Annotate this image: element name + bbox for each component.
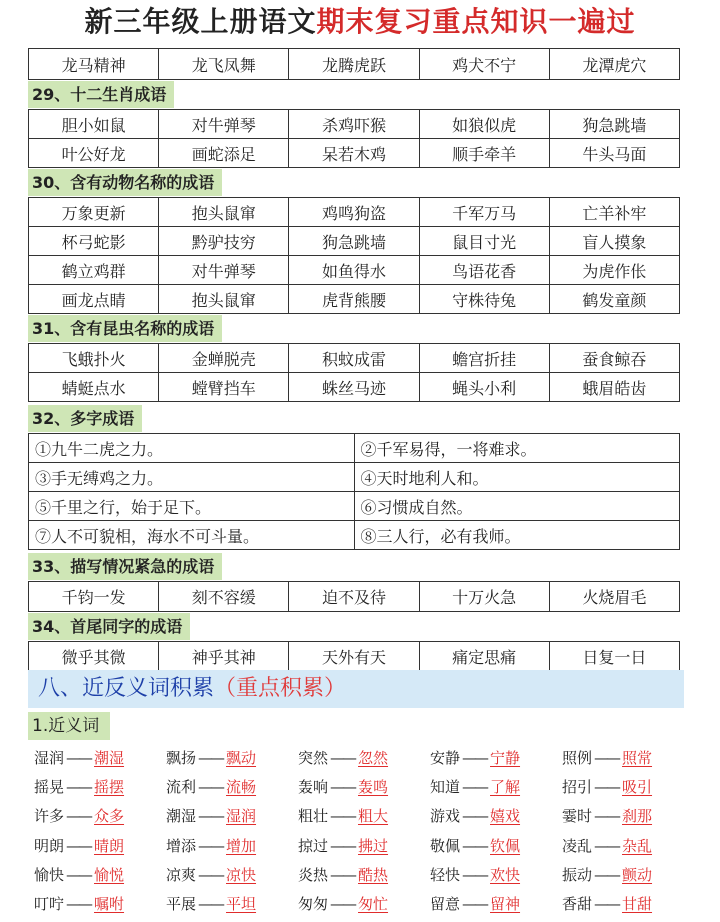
idiom-cell: 盲人摸象 [549,227,679,256]
synonym-word: 凉爽 [166,865,197,884]
idiom-cell: 顺手牵羊 [419,139,549,168]
idiom-cell: 万象更新 [29,198,159,227]
synonym-pair [298,890,430,919]
synonym-pair [562,744,694,773]
synonym-dash: —— [330,895,355,914]
synonym-pair [34,802,166,831]
synonym-dash: —— [462,749,487,768]
idiom-cell: 鸟语花香 [419,256,549,285]
idiom-cell: 杀鸡吓猴 [289,110,419,139]
synonym-answer: 照常 [622,749,653,768]
synonym-answer: 平坦 [226,895,257,914]
section-8-title: 八、近反义词积累 [38,676,215,701]
synonym-answer: 了解 [490,778,521,797]
synonym-answer: 杂乱 [622,836,653,855]
synonym-pair [166,832,298,861]
synonym-answer: 吸引 [622,778,653,797]
idiom-cell: 如鱼得水 [289,256,419,285]
idiom-cell: 亡羊补牢 [549,198,679,227]
synonym-dash: —— [198,749,223,768]
idiom-cell: 蚕食鲸吞 [549,344,679,373]
synonym-dash: —— [330,836,355,855]
idiom-cell: 痛定思痛 [419,642,549,671]
synonym-pair [34,773,166,802]
idiom-cell: 抱头鼠窜 [159,198,289,227]
idiom-cell: 蜻蜓点水 [29,373,159,402]
synonym-pair [562,861,694,890]
synonym-answer: 轰鸣 [358,778,389,797]
idiom-cell: 十万火急 [419,582,549,612]
idiom-table-34 [28,641,680,671]
idiom-cell: 抱头鼠窜 [159,285,289,314]
synonym-pair [298,861,430,890]
section-31-header: 31、含有昆虫名称的成语 [28,315,222,342]
synonym-pair [34,890,166,919]
synonym-word: 留意 [430,895,461,914]
synonym-pair [430,744,562,773]
idiom-cell: 为虎作伥 [549,256,679,285]
synonym-answer: 钦佩 [490,836,521,855]
synonym-pair [166,861,298,890]
synonym-word: 潮湿 [166,807,197,826]
synonym-dash: —— [66,865,91,884]
synonym-dash: —— [330,778,355,797]
synonym-answer: 欢快 [490,865,521,884]
idiom-cell: 龙潭虎穴 [549,49,679,80]
synonym-pair [166,802,298,831]
synonym-pair [562,773,694,802]
synonym-dash: —— [198,836,223,855]
synonym-dash: —— [330,865,355,884]
synonym-answer: 众多 [94,807,125,826]
synonym-word: 增添 [166,836,197,855]
idiom-table-31 [28,343,680,402]
idiom-cell: 牛头马面 [549,139,679,168]
phrase-cell: ⑧三人行，必有我师。 [354,521,680,550]
idiom-cell: 鼠目寸光 [419,227,549,256]
synonym-word: 明朗 [34,836,65,855]
idiom-cell: 对牛弹琴 [159,256,289,285]
synonym-answer: 留神 [490,895,521,914]
section-29-header: 29、十二生肖成语 [28,81,174,108]
idiom-cell: 守株待兔 [419,285,549,314]
idiom-table-32 [28,433,680,550]
synonym-word: 湿润 [34,749,65,768]
phrase-cell: ②千军易得，一将难求。 [354,434,680,463]
idiom-cell: 鸡鸣狗盗 [289,198,419,227]
synonym-pair [34,861,166,890]
synonym-dash: —— [198,778,223,797]
synonym-answer: 潮湿 [94,749,125,768]
synonym-word: 敬佩 [430,836,461,855]
synonym-word: 平展 [166,895,197,914]
synonym-word: 摇晃 [34,778,65,797]
phrase-cell: ⑤千里之行，始于足下。 [29,492,355,521]
idiom-cell: 神乎其神 [159,642,289,671]
idiom-cell: 对牛弹琴 [159,110,289,139]
idiom-cell: 微乎其微 [29,642,159,671]
synonym-dash: —— [462,807,487,826]
phrase-cell: ⑥习惯成自然。 [354,492,680,521]
synonym-word: 掠过 [298,836,329,855]
idiom-cell: 螳臂挡车 [159,373,289,402]
synonym-answer: 甘甜 [622,895,653,914]
idiom-cell: 龙飞凤舞 [159,49,289,80]
synonym-pair [430,802,562,831]
idiom-cell: 日复一日 [549,642,679,671]
idiom-cell: 虎背熊腰 [289,285,419,314]
synonym-word: 匆匆 [298,895,329,914]
idiom-cell: 积蚊成雷 [289,344,419,373]
synonym-pair [430,861,562,890]
synonym-row [34,744,694,773]
synonym-pair [562,802,694,831]
synonym-word: 轰响 [298,778,329,797]
synonym-answer: 增加 [226,836,257,855]
synonym-row [34,832,694,861]
synonym-dash: —— [462,895,487,914]
synonym-word: 振动 [562,865,593,884]
synonym-word: 霎时 [562,807,593,826]
section-33-header: 33、描写情况紧急的成语 [28,553,222,580]
title-part2: 期末复习重点知识一遍过 [316,5,636,38]
synonym-word: 游戏 [430,807,461,826]
synonym-pair [430,773,562,802]
idiom-cell: 千钧一发 [29,582,159,612]
synonym-answer: 忽然 [358,749,389,768]
synonym-dash: —— [594,865,619,884]
synonym-word: 凌乱 [562,836,593,855]
synonym-dash: —— [66,895,91,914]
synonym-dash: —— [198,807,223,826]
synonym-dash: —— [594,749,619,768]
synonym-answer: 凉快 [226,865,257,884]
idiom-cell: 千军万马 [419,198,549,227]
idiom-cell: 画龙点睛 [29,285,159,314]
synonym-word: 许多 [34,807,65,826]
synonym-pair [298,744,430,773]
synonym-dash: —— [462,778,487,797]
synonym-dash: —— [66,778,91,797]
synonym-answer: 刹那 [622,807,653,826]
idiom-cell: 蛛丝马迹 [289,373,419,402]
section-8-note: （重点积累） [214,676,347,701]
synonym-pair [298,832,430,861]
synonym-pair [34,744,166,773]
idiom-cell: 呆若木鸡 [289,139,419,168]
idiom-cell: 龙马精神 [29,49,159,80]
idiom-cell: 迫不及待 [289,582,419,612]
synonym-dash: —— [66,836,91,855]
synonym-answer: 摇摆 [94,778,125,797]
synonym-answer: 愉悦 [94,865,125,884]
synonym-answer: 宁静 [490,749,521,768]
phrase-cell: ⑦人不可貌相，海水不可斗量。 [29,521,355,550]
idiom-cell: 鹤发童颜 [549,285,679,314]
synonym-row [34,802,694,831]
idiom-cell: 狗急跳墙 [289,227,419,256]
idiom-cell: 鸡犬不宁 [419,49,549,80]
synonym-answer: 嬉戏 [490,807,521,826]
idiom-cell: 火烧眉毛 [549,582,679,612]
synonym-pair [298,773,430,802]
synonym-pair [34,832,166,861]
synonym-word: 安静 [430,749,461,768]
synonym-answer: 匆忙 [358,895,389,914]
phrase-cell: ④天时地利人和。 [354,463,680,492]
synonym-answer: 晴朗 [94,836,125,855]
idiom-cell: 狗急跳墙 [549,110,679,139]
synonym-answer: 拂过 [358,836,389,855]
synonym-word: 突然 [298,749,329,768]
synonym-dash: —— [330,749,355,768]
idiom-cell: 叶公好龙 [29,139,159,168]
synonym-word: 照例 [562,749,593,768]
synonym-pair [166,744,298,773]
section-32-header: 32、多字成语 [28,405,142,432]
synonym-answer: 飘动 [226,749,257,768]
idiom-cell: 鹤立鸡群 [29,256,159,285]
idiom-cell: 蛾眉皓齿 [549,373,679,402]
synonym-answer: 嘱咐 [94,895,125,914]
idiom-table-30 [28,197,680,314]
synonym-word: 愉快 [34,865,65,884]
synonym-row [34,861,694,890]
idiom-cell: 蟾宫折挂 [419,344,549,373]
synonym-answer: 粗大 [358,807,389,826]
synonym-pair [298,802,430,831]
idiom-cell: 胆小如鼠 [29,110,159,139]
idiom-cell: 画蛇添足 [159,139,289,168]
synonym-dash: —— [594,778,619,797]
synonym-dash: —— [66,807,91,826]
synonym-word: 招引 [562,778,593,797]
idiom-cell: 刻不容缓 [159,582,289,612]
section-30-header: 30、含有动物名称的成语 [28,169,222,196]
synonym-dash: —— [198,895,223,914]
synonym-answer: 酷热 [358,865,389,884]
synonym-word: 知道 [430,778,461,797]
synonym-row [34,890,694,919]
synonym-pair [166,773,298,802]
synonym-dash: —— [594,895,619,914]
synonym-dash: —— [330,807,355,826]
idiom-cell: 金蝉脱壳 [159,344,289,373]
idiom-cell: 飞蛾扑火 [29,344,159,373]
synonym-pair [430,890,562,919]
synonym-row [34,773,694,802]
synonym-word: 粗壮 [298,807,329,826]
title-part1: 新三年级上册语文 [84,5,317,38]
synonym-dash: —— [198,865,223,884]
synonym-dash: —— [462,865,487,884]
idiom-cell: 杯弓蛇影 [29,227,159,256]
phrase-cell: ①九牛二虎之力。 [29,434,355,463]
synonym-pair [430,832,562,861]
section-8-header [28,670,684,708]
section-34-header: 34、首尾同字的成语 [28,613,190,640]
idiom-table-33 [28,581,680,612]
synonym-dash: —— [594,807,619,826]
synonym-dash: —— [594,836,619,855]
synonyms-header: 1.近义词 [28,712,110,740]
synonym-answer: 湿润 [226,807,257,826]
idiom-cell: 如狼似虎 [419,110,549,139]
idiom-cell: 天外有天 [289,642,419,671]
idiom-table-29 [28,109,680,168]
synonym-pair [562,832,694,861]
phrase-cell: ③手无缚鸡之力。 [29,463,355,492]
page-title [0,0,720,44]
idiom-cell: 蝇头小利 [419,373,549,402]
synonym-word: 飘扬 [166,749,197,768]
idiom-table-top [28,48,680,80]
synonym-answer: 流畅 [226,778,257,797]
synonym-word: 流利 [166,778,197,797]
synonym-list [34,744,694,919]
synonym-pair [562,890,694,919]
idiom-cell: 龙腾虎跃 [289,49,419,80]
synonym-dash: —— [462,836,487,855]
synonym-answer: 颤动 [622,865,653,884]
synonym-dash: —— [66,749,91,768]
synonym-pair [166,890,298,919]
synonym-word: 炎热 [298,865,329,884]
synonym-word: 香甜 [562,895,593,914]
synonym-word: 叮咛 [34,895,65,914]
idiom-cell: 黔驴技穷 [159,227,289,256]
synonym-word: 轻快 [430,865,461,884]
